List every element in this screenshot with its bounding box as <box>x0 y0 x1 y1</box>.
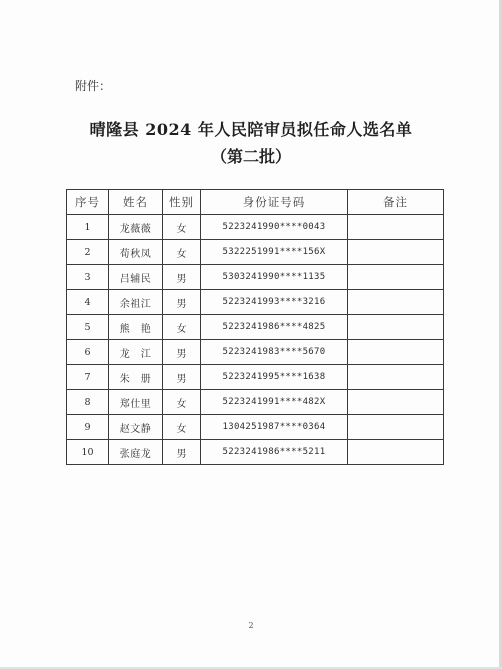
table-row <box>67 215 444 240</box>
cell-remarks <box>348 315 444 340</box>
cell-id-number: 5223241993****3216 <box>201 290 348 315</box>
cell-id-number: 5223241983****5670 <box>201 340 348 365</box>
cell-seq: 5 <box>67 315 109 340</box>
cell-name: 余祖江 <box>109 290 163 315</box>
table-row <box>67 340 444 365</box>
cell-id-number: 5223241986****4825 <box>201 315 348 340</box>
cell-name: 熊 艳 <box>109 315 163 340</box>
cell-sex: 男 <box>163 340 201 365</box>
cell-remarks <box>348 240 444 265</box>
cell-id-number: 5223241986****5211 <box>201 440 348 465</box>
table-row <box>67 265 444 290</box>
document-title: 晴隆县 2024 年人民陪审员拟任命人选名单 <box>89 120 413 139</box>
cell-sex: 男 <box>163 365 201 390</box>
attachment-label: 附件： <box>75 79 112 93</box>
table-row <box>67 390 444 415</box>
cell-sex: 男 <box>163 440 201 465</box>
header-remarks: 备注 <box>348 190 444 215</box>
header-sex: 性别 <box>163 190 201 215</box>
cell-remarks <box>348 365 444 390</box>
header-id-number: 身份证号码 <box>201 190 348 215</box>
cell-id-number: 5303241990****1135 <box>201 265 348 290</box>
header-name: 姓名 <box>109 190 163 215</box>
document-subtitle: （第二批） <box>210 147 291 166</box>
cell-remarks <box>348 390 444 415</box>
cell-sex: 男 <box>163 290 201 315</box>
cell-seq: 2 <box>67 240 109 265</box>
cell-name: 吕辅民 <box>109 265 163 290</box>
cell-id-number: 5223241990****0043 <box>201 215 348 240</box>
cell-id-number: 5223241995****1638 <box>201 365 348 390</box>
cell-sex: 女 <box>163 215 201 240</box>
cell-seq: 8 <box>67 390 109 415</box>
cell-name: 郑仕里 <box>109 390 163 415</box>
cell-sex: 女 <box>163 415 201 440</box>
table-row <box>67 290 444 315</box>
cell-seq: 3 <box>67 265 109 290</box>
cell-remarks <box>348 340 444 365</box>
table-row <box>67 240 444 265</box>
cell-sex: 男 <box>163 265 201 290</box>
cell-seq: 9 <box>67 415 109 440</box>
cell-seq: 4 <box>67 290 109 315</box>
cell-remarks <box>348 415 444 440</box>
cell-id-number: 5223241991****482X <box>201 390 348 415</box>
juror-roster-table <box>66 189 444 465</box>
cell-sex: 女 <box>163 240 201 265</box>
table-row <box>67 365 444 390</box>
cell-name: 荀秋凤 <box>109 240 163 265</box>
cell-name: 赵文静 <box>109 415 163 440</box>
cell-remarks <box>348 215 444 240</box>
cell-remarks <box>348 265 444 290</box>
cell-name: 张庭龙 <box>109 440 163 465</box>
cell-id-number: 1304251987****0364 <box>201 415 348 440</box>
cell-name: 龙薇薇 <box>109 215 163 240</box>
cell-seq: 10 <box>67 440 109 465</box>
header-seq: 序号 <box>67 190 109 215</box>
cell-seq: 1 <box>67 215 109 240</box>
cell-seq: 7 <box>67 365 109 390</box>
cell-name: 龙 江 <box>109 340 163 365</box>
cell-sex: 女 <box>163 390 201 415</box>
cell-sex: 女 <box>163 315 201 340</box>
cell-remarks <box>348 290 444 315</box>
cell-name: 朱 册 <box>109 365 163 390</box>
cell-remarks <box>348 440 444 465</box>
table-row <box>67 315 444 340</box>
cell-seq: 6 <box>67 340 109 365</box>
cell-id-number: 5322251991****156X <box>201 240 348 265</box>
table-header-row <box>67 190 444 215</box>
table-row <box>67 415 444 440</box>
table-row <box>67 440 444 465</box>
page-number: 2 <box>248 621 254 630</box>
